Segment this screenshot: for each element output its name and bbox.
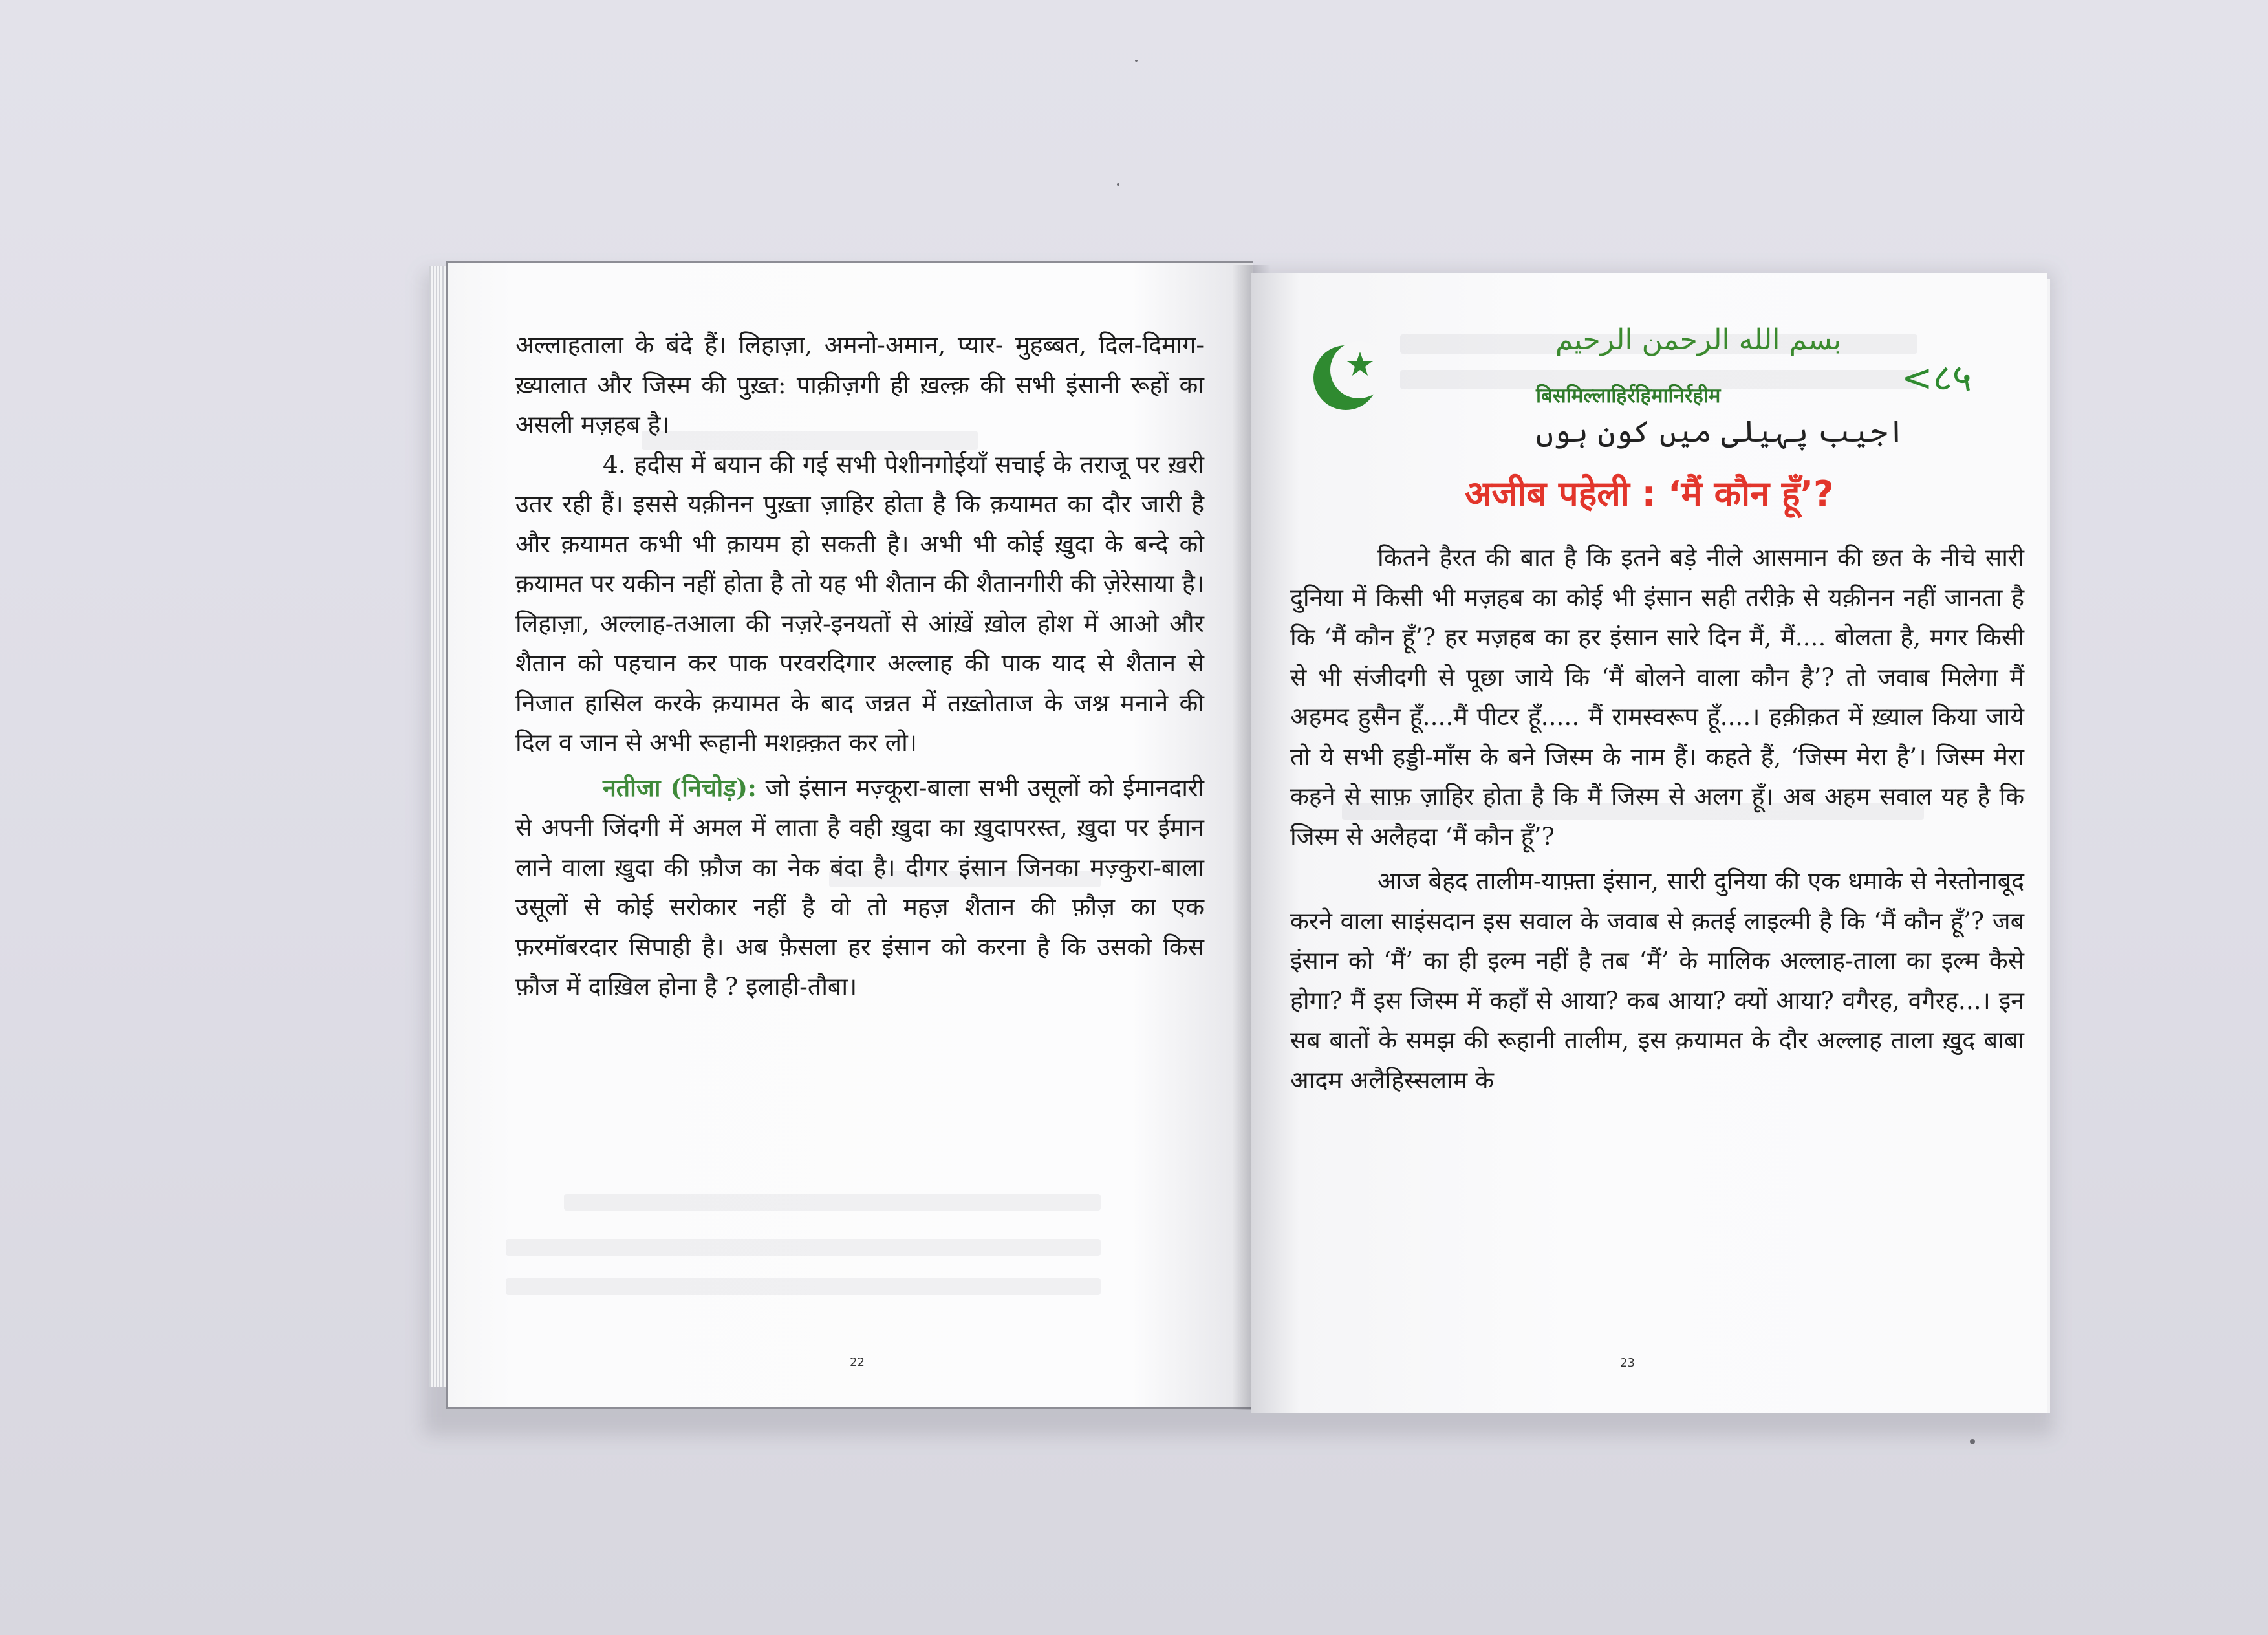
bleed-through [506, 1239, 1101, 1256]
page-title: अजीब पहेली : ‘मैं कौन हूँ’? [1465, 473, 1834, 514]
right-page-body [1290, 538, 2024, 1100]
paragraph: कितने हैरत की बात है कि इतने बड़े नीले आसमान की छत के नीचे सारी दुनिया में किसी भी मज़हब का कोई भी इंसान सही तरीक़े से यक़ीनन नहीं जानता है कि ‘मैं कौन हूँ’? हर मज़हब का हर इंसान सारे दिन मैं, मैं.... बोलता है, मगर किसी से भी संजीदगी से पूछा जाये कि ‘मैं बोलने वाला कौन है’? तो जवाब मिलेगा मैं अहमद हुसैन हूँ....मैं पीटर हूँ..... मैं रामस्वरूप हूँ....। हक़ीक़त में ख़्याल किया जाये तो ये सभी हड्डी-माँस के बने जिस्म के नाम हैं। कहते हैं, ‘जिस्म मेरा है’। जिस्म मेरा कहने से साफ़ ज़ाहिर होता है कि मैं जिस्म से अलग हूँ। अब अहम सवाल यह है कि जिस्म से अलैहदा ‘मैं कौन हूँ’? [1290, 543, 2024, 850]
left-page [446, 261, 1253, 1409]
dust-speck [1970, 1439, 1975, 1444]
paragraph: आज बेहद तालीम-याफ़्ता इंसान, सारी दुनिया की एक धमाके से नेस्तोनाबूद करने वाला साइंसदान इस सवाल के जवाब से क़तई लाइल्मी है कि ‘मैं कौन हूँ’? जब इंसान को ‘मैं’ का ही इल्म नहीं है तब ‘मैं’ के मालिक अल्लाह-ताला का इल्म कैसे होगा? मैं इस जिस्म में कहाँ से आया? कब आया? क्यों आया? वगैरह, वगैरह...। इन सब बातों के समझ की रूहानी तालीम, इस क़यामत के दौर अल्लाह ताला ख़ुद बाबा आदम अलैहिस्सलाम के [1290, 867, 2024, 1094]
right-page [1251, 273, 2047, 1413]
page-number: 23 [1620, 1356, 1635, 1370]
left-page-body [515, 325, 1204, 1007]
bleed-through [564, 1194, 1101, 1211]
bismillah-hindi: बिसमिल्लाहिर्रहिमानिर्रहीम [1536, 384, 1721, 407]
crescent-star-icon [1308, 338, 1386, 415]
paragraph: अल्लाहताला के बंदे हैं। लिहाज़ा, अमनो-अमान, प्यार- मुहब्बत, दिल-दिमाग-ख़्यालात और जिस्म की पुख़्त: पाक़ीज़गी ही ख़ल्क़ की सभी इंसानी रूहों का असली मज़हब है। [515, 330, 1204, 439]
dust-speck [1117, 183, 1119, 186]
urdu-title: اجیب پہیلی میں کون ہوں [1536, 414, 1905, 449]
corner-number: <८५ [1901, 356, 1972, 400]
conclusion-label: नतीजा (निचोड़): [603, 773, 757, 802]
bismillah-arabic: بسم الله الرحمن الرحيم [1555, 323, 1842, 356]
dust-speck [1135, 60, 1138, 62]
bleed-through [506, 1278, 1101, 1295]
paragraph: 4. हदीस में बयान की गई सभी पेशीनगोईयाँ सचाई के तराजू पर ख़री उतर रही हैं। इससे यक़ीनन पुख़्ता ज़ाहिर होता है कि क़यामत का दौर जारी है और क़यामत कभी भी क़ायम हो सकती है। अभी भी कोई ख़ुदा के बन्दे को क़यामत पर यकीन नहीं होता है तो यह भी शैतान की शैतानगीरी की ज़ेरेसाया है। लिहाज़ा, अल्लाह-तआला की नज़रे-इनयतों से आंख़ें ख़ोल होश में आओ और शैतान को पहचान कर पाक परवरदिगार अल्लाह की पाक याद से शैतान से निजात हासिल करके क़यामत के बाद जन्नत में तख़्तोताज के जश्न मनाने की दिल व जान से अभी रूहानी मशक़्क़त कर लो। [515, 449, 1204, 757]
page-number: 22 [850, 1356, 865, 1369]
conclusion-paragraph [515, 768, 1204, 1007]
conclusion-text: जो इंसान मज़्कूरा-बाला सभी उसूलों को ईमानदारी से अपनी जिंदगी में अमल में लाता है वही ख़ुदा का ख़ुदापरस्त, ख़ुदा पर ईमान लाने वाला ख़ुदा की फ़ौज का नेक बंदा है। दीगर इंसान जिनका मज़्कुरा-बाला उसूलों से कोई सरोकार नहीं है वो तो महज़ शैतान की फ़ौज़ का एक फ़रमॉबरदार सिपाही है। अब फ़ैसला हर इंसान को करना है कि उसको किस फ़ौज में दाख़िल होना है ? इलाही-तौबा। [515, 773, 1204, 1001]
